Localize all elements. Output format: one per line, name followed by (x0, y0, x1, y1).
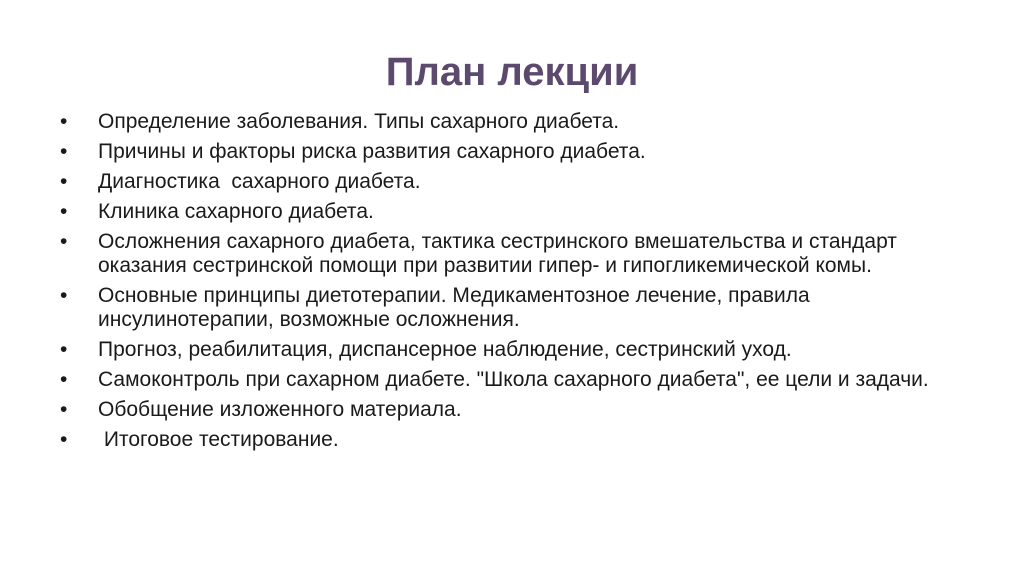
list-item (60, 428, 990, 452)
list-item (60, 140, 990, 164)
list-item (60, 284, 990, 332)
list-item-text: Основные принципы диетотерапии. Медикаментозное лечение, правила инсулинотерапии, возможные осложнения. (98, 284, 816, 331)
list-item (60, 110, 990, 134)
list-item-text: Итоговое тестирование. (98, 428, 339, 451)
list-item (60, 338, 990, 362)
bullet-icon: • (60, 398, 68, 421)
bullet-icon: • (60, 428, 68, 451)
bullet-icon: • (60, 110, 68, 133)
bullet-icon: • (60, 140, 68, 163)
list-item-text: Диагностика сахарного диабета. (98, 170, 421, 193)
bullet-icon: • (60, 284, 68, 307)
list-item-text: Определение заболевания. Типы сахарного диабета. (98, 110, 620, 133)
list-item (60, 398, 990, 422)
list-item-text: Причины и факторы риска развития сахарного диабета. (98, 140, 646, 163)
list-item (60, 170, 990, 194)
list-item (60, 230, 990, 278)
list-item-text: Обобщение изложенного материала. (98, 398, 462, 421)
list-item-text: Самоконтроль при сахарном диабете. "Школа сахарного диабета", ее цели и задачи. (98, 368, 929, 391)
bullet-list (60, 110, 990, 458)
list-item-text: Клиника сахарного диабета. (98, 200, 374, 223)
bullet-icon: • (60, 170, 68, 193)
list-item (60, 368, 990, 392)
bullet-icon: • (60, 338, 68, 361)
bullet-icon: • (60, 230, 68, 253)
list-item-text: Осложнения сахарного диабета, тактика сестринского вмешательства и стандарт оказания сестринской помощи при развитии гипер- и гипогликемической комы. (98, 230, 903, 277)
bullet-icon: • (60, 368, 68, 391)
list-item-text: Прогноз, реабилитация, диспансерное наблюдение, сестринский уход. (98, 338, 792, 361)
list-item (60, 200, 990, 224)
bullet-icon: • (60, 200, 68, 223)
slide-title: План лекции (385, 50, 639, 94)
